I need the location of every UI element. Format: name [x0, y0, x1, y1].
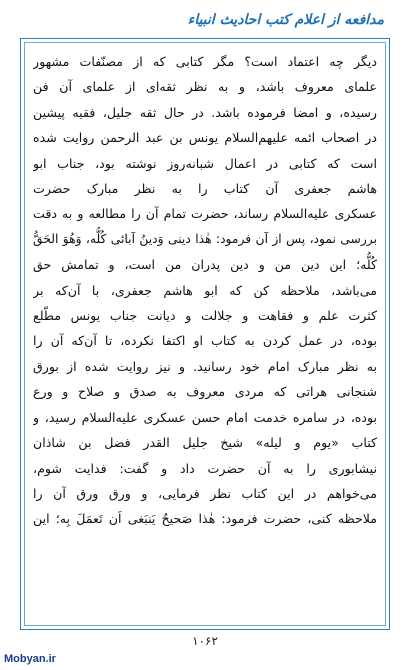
text-line: دیگر چه اعتماد است؟ مگر کتابی که از مصنّفات مشهور [33, 54, 377, 69]
text-line: شنجانی هراتی که مردی معروف به صدق و صلاح و ورع [33, 384, 377, 400]
text-line: علمای معروف باشد، و به نظر ثقه‌ای از علمای آن فن [33, 79, 377, 95]
text-line: کُلُّه؛ این دین من و دین پدران من است، و تمامش حق [33, 257, 377, 273]
text-line: بوده، در سامره خدمت امام حسن عسکری علیه‌السلام رسید، و [33, 409, 377, 425]
text-line: نیشابوری را به آن حضرت داد و گفت: فدایت شوم، [33, 460, 377, 476]
text-line: در اصحاب ائمه علیهم‌السلام یونس بن عبد الرحمن روایت شده [33, 130, 377, 146]
text-line: رسیده، و امضا فرموده باشد. در حال ثقه جلیل، فقیه پیشین [33, 104, 377, 120]
text-line: به نظر مبارک امام خود رسانید. و نیز روایت شده از بورق [33, 358, 377, 374]
page-header [20, 6, 390, 36]
text-line: می‌باشد، ملاحظه کن که ابو هاشم جعفری، با آن‌که بر [33, 282, 377, 298]
site-watermark-label: Mobyan.ir [4, 653, 56, 665]
text-line: کتاب «یوم و لیله» شیخ جلیل القدر فضل بن شاذان [33, 435, 377, 451]
text-line: کثرت علم و فقاهت و جلالت و دیانت جناب یونس مطّلع [33, 308, 377, 324]
body-text [33, 49, 377, 532]
text-line: است که کتابی در اعمال شبانه‌روز نوشته بود، جناب ابو [33, 155, 377, 171]
text-line: عسکری علیه‌السلام رساند، حضرت تمام آن را مطالعه و به دقت [33, 206, 377, 222]
text-line: هاشم جعفری آن کتاب را به نظر مبارک حضرت [33, 181, 377, 197]
text-line: بوده، در عمل کردن به کتاب او اکتفا نکرده، تا آن‌که آن را [33, 333, 377, 349]
text-line: ملاحظه کنی، حضرت فرمود: هٰذا صَحیحٌ یَنبَغی اَن تَعمَلَ بِه؛ این [33, 511, 377, 527]
header-title: مدافعه از اعلام کتب احادیث انبیاء [187, 12, 384, 28]
text-line: می‌خواهم در این کتاب نظر فرمایی، و ورق ورق آن را [33, 485, 377, 501]
text-frame [20, 38, 390, 630]
text-line: بررسی نمود، پس از آن فرمود: هٰذا دینی وَدینُ آبائی کُلُّه، وَهُوَ الحَقُّ [33, 231, 377, 246]
page-number: ۱۰۶۲ [192, 634, 218, 648]
